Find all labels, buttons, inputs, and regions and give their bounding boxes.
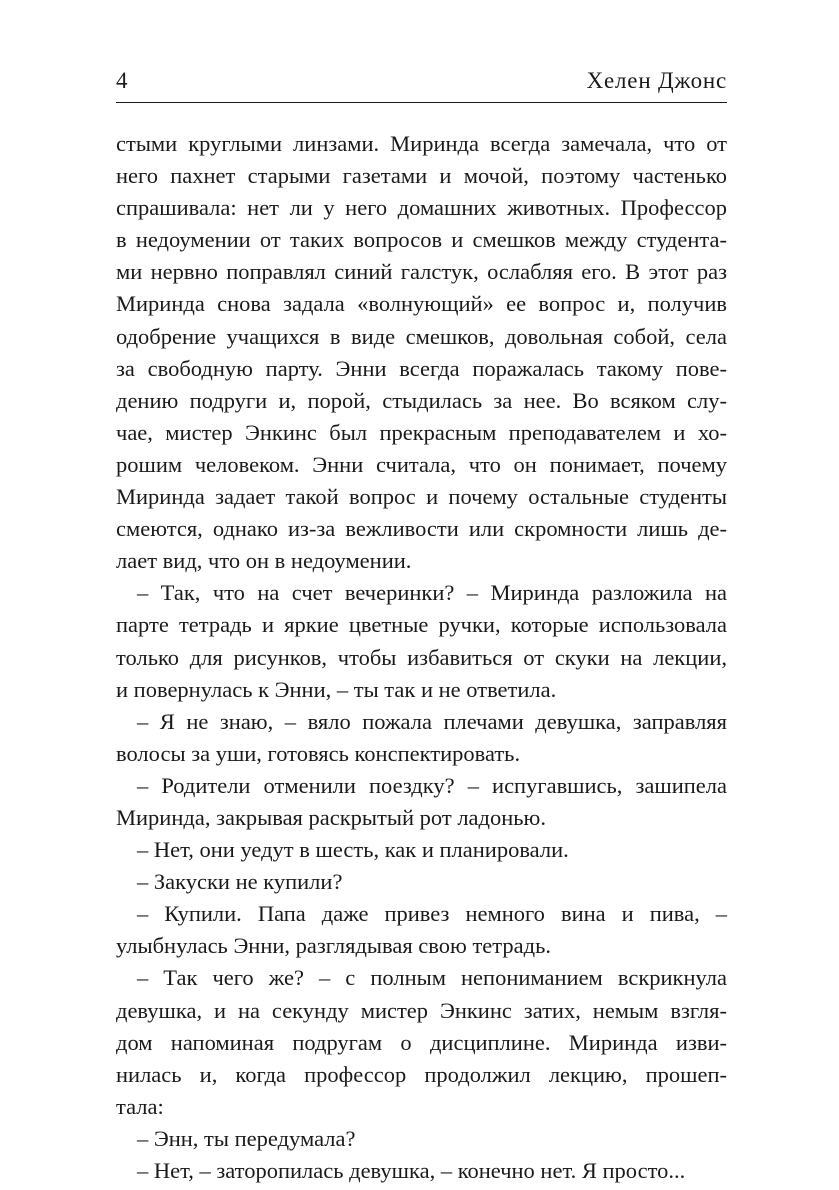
text-line: стыми круглыми линзами. Миринда всегда замечала, что от bbox=[116, 131, 727, 156]
text-line: него пахнет старыми газетами и мочой, поэтому частенько bbox=[116, 163, 727, 189]
text-line: ми нервно поправлял синий галстук, ослабляя его. В этот раз bbox=[116, 259, 727, 285]
text-line: – Закуски не купили? bbox=[137, 869, 343, 895]
text-line: парте тетрадь и яркие цветные ручки, которые использовала bbox=[116, 612, 727, 638]
running-head-author: Хелен Джонс bbox=[586, 68, 727, 93]
text-line: одобрение учащихся в виде смешков, довольная собой, села bbox=[116, 323, 727, 349]
text-line: Миринда снова задала «волнующий» ее вопрос и, получив bbox=[116, 291, 727, 317]
text-line: – Так чего же? – с полным непониманием вскрикнула bbox=[137, 965, 727, 991]
text-line: смеются, однако из-за вежливости или скромности лишь де- bbox=[116, 516, 727, 542]
text-line: улыбнулась Энни, разглядывая свою тетрадь. bbox=[116, 933, 551, 959]
text-line: спрашивала: нет ли у него домашних животных. Профессор bbox=[116, 195, 727, 221]
text-line: дом напоминая подругам о дисциплине. Миринда изви- bbox=[116, 1029, 727, 1055]
text-line: тала: bbox=[116, 1093, 164, 1119]
body-text bbox=[116, 128, 727, 1187]
text-line: – Купили. Папа даже привез немного вина и пива, – bbox=[137, 901, 727, 927]
text-line: за свободную парту. Энни всегда поражалась такому пове- bbox=[116, 355, 727, 381]
text-line: – Я не знаю, – вяло пожала плечами девушка, заправляя bbox=[137, 708, 727, 734]
text-line: в недоумении от таких вопросов и смешков между студента- bbox=[116, 227, 727, 253]
text-line: – Так, что на счет вечеринки? – Миринда разложила на bbox=[137, 580, 727, 606]
text-line: только для рисунков, чтобы избавиться от скуки на лекции, bbox=[116, 644, 727, 670]
text-line: рошим человеком. Энни считала, что он понимает, почему bbox=[116, 451, 727, 477]
text-line: – Родители отменили поездку? – испугавшись, зашипела bbox=[137, 772, 727, 798]
text-line: волосы за уши, готовясь конспектировать. bbox=[116, 740, 521, 766]
page-header bbox=[116, 66, 727, 103]
text-line: лает вид, что он в недоумении. bbox=[116, 548, 412, 574]
text-line: Миринда, закрывая раскрытый рот ладонью. bbox=[116, 804, 546, 830]
text-line: чае, мистер Энкинс был прекрасным преподавателем и хо- bbox=[116, 419, 727, 445]
text-line: – Энн, ты передумала? bbox=[137, 1125, 356, 1151]
text-line: Миринда задает такой вопрос и почему остальные студенты bbox=[116, 484, 727, 510]
text-line: девушка, и на секунду мистер Энкинс затих, немым взгля- bbox=[116, 997, 727, 1023]
text-line: – Нет, они уедут в шесть, как и планировали. bbox=[137, 837, 569, 863]
text-line: нилась и, когда профессор продолжил лекцию, прошеп- bbox=[116, 1061, 727, 1087]
page-number: 4 bbox=[116, 68, 128, 93]
text-line: и повернулась к Энни, – ты так и не ответила. bbox=[116, 676, 557, 702]
text-line: – Нет, – заторопилась девушка, – конечно нет. Я просто... bbox=[137, 1158, 686, 1183]
text-line: дению подруги и, порой, стыдилась за нее. Во всяком слу- bbox=[116, 387, 727, 413]
